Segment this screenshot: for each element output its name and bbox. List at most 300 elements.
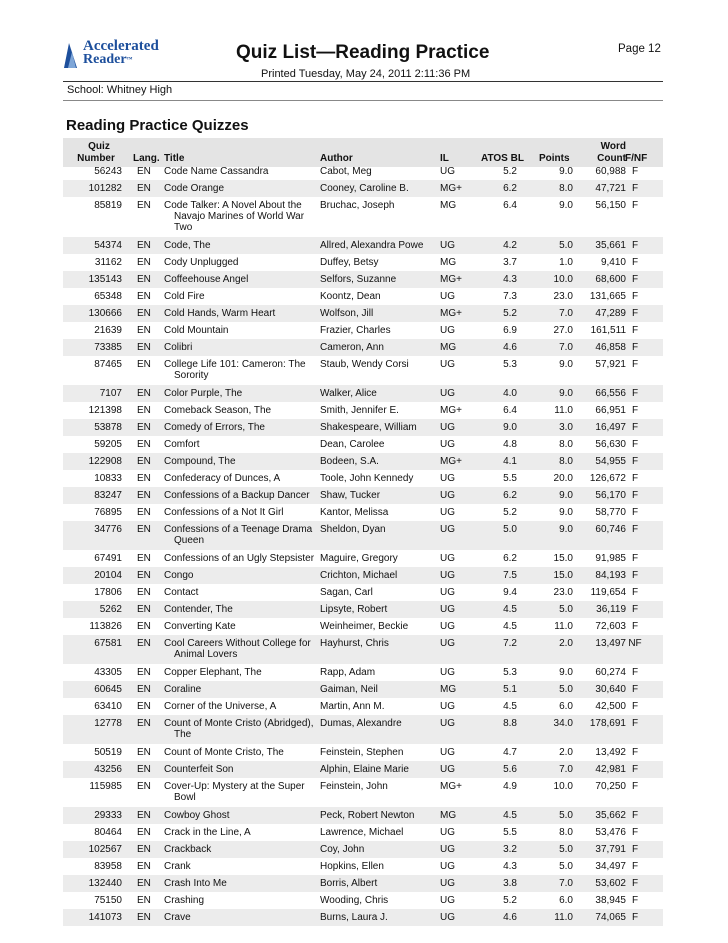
title-cell bbox=[164, 291, 314, 302]
title-line: Cowboy Ghost bbox=[164, 810, 230, 821]
author-cell: Feinstein, John bbox=[320, 781, 388, 792]
word-count-cell: 35,662 bbox=[595, 810, 626, 821]
quiz-number-cell: 10833 bbox=[94, 473, 122, 484]
title-cell bbox=[164, 524, 314, 546]
atos-bl-cell: 6.2 bbox=[503, 183, 517, 194]
lang-cell: EN bbox=[137, 667, 151, 678]
fiction-nonfiction-cell: F bbox=[631, 684, 639, 695]
title-cell bbox=[164, 844, 314, 855]
interest-level-cell: UG bbox=[440, 359, 455, 370]
quiz-number-cell: 122908 bbox=[88, 456, 122, 467]
lang-cell: EN bbox=[137, 240, 151, 251]
points-cell: 7.0 bbox=[559, 308, 573, 319]
title-cell bbox=[164, 621, 314, 632]
atos-bl-cell: 5.1 bbox=[503, 684, 517, 695]
quiz-number-cell: 67581 bbox=[94, 638, 122, 649]
fiction-nonfiction-cell: F bbox=[631, 844, 639, 855]
word-count-cell: 56,630 bbox=[595, 439, 626, 450]
author-cell: Koontz, Dean bbox=[320, 291, 381, 302]
title-line: Confessions of a Not It Girl bbox=[164, 507, 284, 518]
word-count-cell: 70,250 bbox=[595, 781, 626, 792]
printed-timestamp: Printed Tuesday, May 24, 2011 2:11:36 PM bbox=[261, 68, 471, 80]
title-cell bbox=[164, 684, 314, 695]
word-count-cell: 13,492 bbox=[595, 747, 626, 758]
interest-level-cell: MG bbox=[440, 342, 457, 353]
title-cell bbox=[164, 388, 314, 399]
title-line: Counterfeit Son bbox=[164, 764, 234, 775]
word-count-cell: 60,274 bbox=[595, 667, 626, 678]
interest-level-cell: MG bbox=[440, 810, 457, 821]
interest-level-cell: MG bbox=[440, 257, 457, 268]
interest-level-cell: MG bbox=[440, 200, 457, 211]
col-header-quiz-number: Quiz Number bbox=[77, 141, 115, 164]
lang-cell: EN bbox=[137, 844, 151, 855]
quiz-number-cell: 113826 bbox=[89, 621, 122, 632]
title-cell bbox=[164, 200, 314, 233]
points-cell: 9.0 bbox=[559, 200, 573, 211]
interest-level-cell: UG bbox=[440, 912, 455, 923]
fiction-nonfiction-cell: F bbox=[631, 895, 639, 906]
word-count-cell: 13,497 bbox=[595, 638, 626, 649]
interest-level-cell: UG bbox=[440, 388, 455, 399]
title-cell bbox=[164, 359, 314, 381]
lang-cell: EN bbox=[137, 388, 151, 399]
table-row bbox=[63, 807, 663, 824]
author-cell: Walker, Alice bbox=[320, 388, 377, 399]
lang-cell: EN bbox=[137, 490, 151, 501]
fiction-nonfiction-cell: F bbox=[631, 524, 639, 535]
interest-level-cell: MG+ bbox=[440, 781, 462, 792]
points-cell: 15.0 bbox=[553, 553, 573, 564]
author-cell: Gaiman, Neil bbox=[320, 684, 378, 695]
title-cell bbox=[164, 604, 314, 615]
points-cell: 5.0 bbox=[559, 861, 573, 872]
title-line: Coraline bbox=[164, 684, 202, 695]
author-cell: Peck, Robert Newton bbox=[320, 810, 415, 821]
atos-bl-cell: 3.2 bbox=[503, 844, 517, 855]
title-cell bbox=[164, 827, 314, 838]
author-cell: Smith, Jennifer E. bbox=[320, 405, 399, 416]
lang-cell: EN bbox=[137, 827, 151, 838]
author-cell: Coy, John bbox=[320, 844, 365, 855]
interest-level-cell: UG bbox=[440, 701, 455, 712]
author-cell: Dumas, Alexandre bbox=[320, 718, 402, 729]
title-cell bbox=[164, 553, 314, 564]
author-cell: Bruchac, Joseph bbox=[320, 200, 395, 211]
quiz-number-cell: 34776 bbox=[94, 524, 122, 535]
atos-bl-cell: 4.7 bbox=[503, 747, 517, 758]
fiction-nonfiction-cell: F bbox=[631, 183, 639, 194]
table-row bbox=[63, 453, 663, 470]
title-cell bbox=[164, 405, 314, 416]
title-cell bbox=[164, 166, 314, 177]
lang-cell: EN bbox=[137, 291, 151, 302]
points-cell: 9.0 bbox=[559, 359, 573, 370]
interest-level-cell: MG+ bbox=[440, 183, 462, 194]
atos-bl-cell: 6.4 bbox=[503, 200, 517, 211]
title-cell bbox=[164, 912, 314, 923]
fiction-nonfiction-cell: F bbox=[631, 912, 639, 923]
quiz-number-cell: 21639 bbox=[94, 325, 122, 336]
word-count-cell: 34,497 bbox=[595, 861, 626, 872]
lang-cell: EN bbox=[137, 895, 151, 906]
lang-cell: EN bbox=[137, 166, 151, 177]
atos-bl-cell: 4.3 bbox=[503, 861, 517, 872]
atos-bl-cell: 6.2 bbox=[503, 490, 517, 501]
interest-level-cell: UG bbox=[440, 507, 455, 518]
title-line: Count of Monte Cristo, The bbox=[164, 747, 284, 758]
interest-level-cell: UG bbox=[440, 325, 455, 336]
title-line: Cody Unplugged bbox=[164, 257, 239, 268]
word-count-cell: 56,150 bbox=[595, 200, 626, 211]
author-cell: Toole, John Kennedy bbox=[320, 473, 414, 484]
lang-cell: EN bbox=[137, 781, 151, 792]
lang-cell: EN bbox=[137, 359, 151, 370]
title-cell bbox=[164, 764, 314, 775]
title-line: Cold Fire bbox=[164, 291, 205, 302]
word-count-cell: 161,511 bbox=[590, 325, 626, 336]
word-count-cell: 46,858 bbox=[595, 342, 626, 353]
interest-level-cell: MG+ bbox=[440, 308, 462, 319]
quiz-number-cell: 29333 bbox=[94, 810, 122, 821]
title-line: Navajo Marines of World War bbox=[174, 211, 305, 222]
points-cell: 11.0 bbox=[554, 912, 573, 923]
title-line: Sorority bbox=[174, 370, 209, 381]
table-row bbox=[63, 761, 663, 778]
table-row bbox=[63, 875, 663, 892]
quiz-number-cell: 43305 bbox=[94, 667, 122, 678]
title-line: The bbox=[174, 729, 192, 740]
page-number: Page 12 bbox=[618, 43, 661, 55]
points-cell: 15.0 bbox=[553, 570, 573, 581]
atos-bl-cell: 4.9 bbox=[503, 781, 517, 792]
quiz-number-cell: 59205 bbox=[94, 439, 122, 450]
points-cell: 23.0 bbox=[553, 291, 573, 302]
word-count-cell: 68,600 bbox=[595, 274, 626, 285]
table-row bbox=[63, 909, 663, 926]
author-cell: Crichton, Michael bbox=[320, 570, 398, 581]
quiz-number-cell: 76895 bbox=[94, 507, 122, 518]
atos-bl-cell: 9.0 bbox=[503, 422, 517, 433]
fiction-nonfiction-cell: F bbox=[631, 240, 639, 251]
word-count-cell: 131,665 bbox=[589, 291, 626, 302]
interest-level-cell: UG bbox=[440, 861, 455, 872]
lang-cell: EN bbox=[137, 507, 151, 518]
word-count-cell: 47,289 bbox=[595, 308, 626, 319]
interest-level-cell: UG bbox=[440, 844, 455, 855]
word-count-cell: 47,721 bbox=[595, 183, 626, 194]
lang-cell: EN bbox=[137, 621, 151, 632]
title-line: Cold Mountain bbox=[164, 325, 229, 336]
points-cell: 9.0 bbox=[559, 388, 573, 399]
atos-bl-cell: 4.6 bbox=[503, 912, 517, 923]
atos-bl-cell: 4.5 bbox=[503, 701, 517, 712]
school-name: School: Whitney High bbox=[67, 84, 173, 96]
table-row bbox=[63, 487, 663, 504]
points-cell: 3.0 bbox=[559, 422, 573, 433]
title-line: Confessions of an Ugly Stepsister bbox=[164, 553, 315, 564]
title-cell bbox=[164, 274, 314, 285]
atos-bl-cell: 4.5 bbox=[503, 810, 517, 821]
col-header-title: Title bbox=[164, 153, 185, 164]
interest-level-cell: UG bbox=[440, 827, 455, 838]
title-line: Count of Monte Cristo (Abridged), bbox=[164, 718, 314, 729]
atos-bl-cell: 5.2 bbox=[503, 895, 517, 906]
title-cell bbox=[164, 878, 314, 889]
author-cell: Dean, Carolee bbox=[320, 439, 385, 450]
atos-bl-cell: 7.5 bbox=[503, 570, 517, 581]
points-cell: 8.0 bbox=[559, 183, 573, 194]
title-line: Cool Careers Without College for bbox=[164, 638, 311, 649]
quiz-number-cell: 20104 bbox=[94, 570, 122, 581]
fiction-nonfiction-cell: F bbox=[631, 274, 639, 285]
atos-bl-cell: 3.7 bbox=[503, 257, 517, 268]
author-cell: Wolfson, Jill bbox=[320, 308, 374, 319]
points-cell: 7.0 bbox=[559, 764, 573, 775]
quiz-number-cell: 17806 bbox=[94, 587, 122, 598]
quiz-number-cell: 73385 bbox=[94, 342, 122, 353]
points-cell: 5.0 bbox=[559, 844, 573, 855]
quiz-number-cell: 67491 bbox=[94, 553, 122, 564]
fiction-nonfiction-cell: F bbox=[631, 456, 639, 467]
atos-bl-cell: 7.3 bbox=[503, 291, 517, 302]
fiction-nonfiction-cell: F bbox=[631, 507, 639, 518]
table-row bbox=[63, 305, 663, 322]
lang-cell: EN bbox=[137, 638, 151, 649]
word-count-cell: 126,672 bbox=[589, 473, 626, 484]
word-count-cell: 58,770 bbox=[595, 507, 626, 518]
title-cell bbox=[164, 570, 314, 581]
title-line: Code, The bbox=[164, 240, 211, 251]
author-cell: Lawrence, Michael bbox=[320, 827, 404, 838]
fiction-nonfiction-cell: F bbox=[631, 308, 639, 319]
points-cell: 6.0 bbox=[559, 895, 573, 906]
col-header-fnf: F/NF bbox=[625, 153, 648, 164]
word-count-cell: 178,691 bbox=[589, 718, 626, 729]
lang-cell: EN bbox=[137, 456, 151, 467]
title-line: Confessions of a Teenage Drama bbox=[164, 524, 313, 535]
table-row bbox=[63, 521, 663, 550]
table-row bbox=[63, 824, 663, 841]
quiz-number-cell: 132440 bbox=[88, 878, 122, 889]
author-cell: Burns, Laura J. bbox=[320, 912, 388, 923]
fiction-nonfiction-cell: F bbox=[631, 587, 639, 598]
author-cell: Sagan, Carl bbox=[320, 587, 373, 598]
quiz-number-cell: 56243 bbox=[94, 166, 122, 177]
table-row bbox=[63, 436, 663, 453]
points-cell: 9.0 bbox=[559, 667, 573, 678]
title-line: Coffeehouse Angel bbox=[164, 274, 249, 285]
table-row bbox=[63, 254, 663, 271]
fiction-nonfiction-cell: F bbox=[631, 422, 639, 433]
points-cell: 5.0 bbox=[559, 240, 573, 251]
title-cell bbox=[164, 240, 314, 251]
lang-cell: EN bbox=[137, 684, 151, 695]
lang-cell: EN bbox=[137, 747, 151, 758]
table-row bbox=[63, 180, 663, 197]
interest-level-cell: UG bbox=[440, 291, 455, 302]
author-cell: Feinstein, Stephen bbox=[320, 747, 404, 758]
author-cell: Cabot, Meg bbox=[320, 166, 372, 177]
lang-cell: EN bbox=[137, 861, 151, 872]
interest-level-cell: UG bbox=[440, 878, 455, 889]
quiz-number-cell: 83247 bbox=[94, 490, 122, 501]
points-cell: 2.0 bbox=[559, 638, 573, 649]
author-cell: Selfors, Suzanne bbox=[320, 274, 397, 285]
quiz-number-cell: 83958 bbox=[94, 861, 122, 872]
points-cell: 1.0 bbox=[559, 257, 573, 268]
atos-bl-cell: 5.3 bbox=[503, 667, 517, 678]
table-row bbox=[63, 858, 663, 875]
interest-level-cell: UG bbox=[440, 240, 455, 251]
points-cell: 8.0 bbox=[559, 439, 573, 450]
title-cell bbox=[164, 667, 314, 678]
table-row bbox=[63, 339, 663, 356]
atos-bl-cell: 6.9 bbox=[503, 325, 517, 336]
quiz-number-cell: 63410 bbox=[94, 701, 122, 712]
author-cell: Martin, Ann M. bbox=[320, 701, 385, 712]
author-cell: Lipsyte, Robert bbox=[320, 604, 388, 615]
title-cell bbox=[164, 638, 314, 660]
logo-line2: Reader™ bbox=[83, 52, 133, 67]
author-cell: Borris, Albert bbox=[320, 878, 378, 889]
atos-bl-cell: 5.6 bbox=[503, 764, 517, 775]
title-line: Crashing bbox=[164, 895, 205, 906]
title-line: Contact bbox=[164, 587, 199, 598]
fiction-nonfiction-cell: F bbox=[631, 490, 639, 501]
interest-level-cell: UG bbox=[440, 747, 455, 758]
lang-cell: EN bbox=[137, 274, 151, 285]
fiction-nonfiction-cell: F bbox=[631, 701, 639, 712]
title-cell bbox=[164, 587, 314, 598]
title-line: Crackback bbox=[164, 844, 212, 855]
logo-wordmark bbox=[83, 39, 159, 67]
table-row bbox=[63, 356, 663, 385]
word-count-cell: 60,746 bbox=[595, 524, 626, 535]
title-cell bbox=[164, 456, 314, 467]
title-cell bbox=[164, 308, 314, 319]
title-line: Confessions of a Backup Dancer bbox=[164, 490, 310, 501]
table-row bbox=[63, 504, 663, 521]
fiction-nonfiction-cell: F bbox=[631, 810, 639, 821]
atos-bl-cell: 4.0 bbox=[503, 388, 517, 399]
table-row bbox=[63, 778, 663, 807]
title-line: Contender, The bbox=[164, 604, 233, 615]
lang-cell: EN bbox=[137, 764, 151, 775]
quiz-number-cell: 50519 bbox=[94, 747, 122, 758]
title-cell bbox=[164, 439, 314, 450]
quiz-number-cell: 102567 bbox=[88, 844, 122, 855]
title-line: Two bbox=[174, 222, 193, 233]
title-line: Crank bbox=[164, 861, 191, 872]
logo-line1: Accelerated bbox=[83, 38, 159, 54]
fiction-nonfiction-cell: F bbox=[631, 861, 639, 872]
word-count-cell: 42,500 bbox=[595, 701, 626, 712]
interest-level-cell: UG bbox=[440, 587, 455, 598]
fiction-nonfiction-cell: F bbox=[631, 166, 639, 177]
author-cell: Bodeen, S.A. bbox=[320, 456, 379, 467]
interest-level-cell: UG bbox=[440, 439, 455, 450]
word-count-cell: 56,170 bbox=[595, 490, 626, 501]
table-row bbox=[63, 698, 663, 715]
table-row bbox=[63, 419, 663, 436]
table-row bbox=[63, 584, 663, 601]
title-cell bbox=[164, 861, 314, 872]
table-row bbox=[63, 841, 663, 858]
lang-cell: EN bbox=[137, 257, 151, 268]
lang-cell: EN bbox=[137, 200, 151, 211]
title-cell bbox=[164, 342, 314, 353]
fiction-nonfiction-cell: F bbox=[631, 667, 639, 678]
atos-bl-cell: 4.3 bbox=[503, 274, 517, 285]
fiction-nonfiction-cell: F bbox=[631, 553, 639, 564]
lang-cell: EN bbox=[137, 342, 151, 353]
author-cell: Alphin, Elaine Marie bbox=[320, 764, 409, 775]
quiz-number-cell: 31162 bbox=[94, 257, 122, 268]
title-line: Compound, The bbox=[164, 456, 236, 467]
title-line: Converting Kate bbox=[164, 621, 236, 632]
interest-level-cell: MG+ bbox=[440, 274, 462, 285]
fiction-nonfiction-cell: F bbox=[631, 342, 639, 353]
col-header-author: Author bbox=[320, 153, 353, 164]
title-line: Copper Elephant, The bbox=[164, 667, 262, 678]
word-count-cell: 36,119 bbox=[596, 604, 626, 615]
quiz-number-cell: 101282 bbox=[88, 183, 122, 194]
atos-bl-cell: 5.2 bbox=[503, 507, 517, 518]
word-count-cell: 119,654 bbox=[590, 587, 626, 598]
quiz-number-cell: 80464 bbox=[94, 827, 122, 838]
fiction-nonfiction-cell: F bbox=[631, 781, 639, 792]
fiction-nonfiction-cell: F bbox=[631, 405, 639, 416]
title-cell bbox=[164, 257, 314, 268]
quiz-number-cell: 130666 bbox=[88, 308, 122, 319]
atos-bl-cell: 4.6 bbox=[503, 342, 517, 353]
interest-level-cell: UG bbox=[440, 570, 455, 581]
col-header-word-count: Word Count bbox=[597, 141, 626, 164]
atos-bl-cell: 5.3 bbox=[503, 359, 517, 370]
quiz-number-cell: 141073 bbox=[88, 912, 122, 923]
word-count-cell: 42,981 bbox=[595, 764, 626, 775]
word-count-cell: 35,661 bbox=[595, 240, 626, 251]
title-line: Animal Lovers bbox=[174, 649, 238, 660]
fiction-nonfiction-cell: F bbox=[631, 473, 639, 484]
title-cell bbox=[164, 895, 314, 906]
points-cell: 7.0 bbox=[559, 878, 573, 889]
author-cell: Shaw, Tucker bbox=[320, 490, 381, 501]
title-line: Cover-Up: Mystery at the Super bbox=[164, 781, 305, 792]
table-row bbox=[63, 402, 663, 419]
points-cell: 11.0 bbox=[554, 405, 573, 416]
lang-cell: EN bbox=[137, 810, 151, 821]
interest-level-cell: MG+ bbox=[440, 456, 462, 467]
title-line: Comedy of Errors, The bbox=[164, 422, 265, 433]
title-line: Congo bbox=[164, 570, 194, 581]
word-count-cell: 37,791 bbox=[595, 844, 626, 855]
table-row bbox=[63, 567, 663, 584]
atos-bl-cell: 9.4 bbox=[503, 587, 517, 598]
title-line: Corner of the Universe, A bbox=[164, 701, 277, 712]
lang-cell: EN bbox=[137, 524, 151, 535]
points-cell: 5.0 bbox=[559, 810, 573, 821]
word-count-cell: 38,945 bbox=[595, 895, 626, 906]
author-cell: Kantor, Melissa bbox=[320, 507, 389, 518]
fiction-nonfiction-cell: F bbox=[631, 827, 639, 838]
lang-cell: EN bbox=[137, 439, 151, 450]
atos-bl-cell: 6.4 bbox=[503, 405, 517, 416]
interest-level-cell: MG+ bbox=[440, 405, 462, 416]
lang-cell: EN bbox=[137, 553, 151, 564]
table-row bbox=[63, 197, 663, 237]
